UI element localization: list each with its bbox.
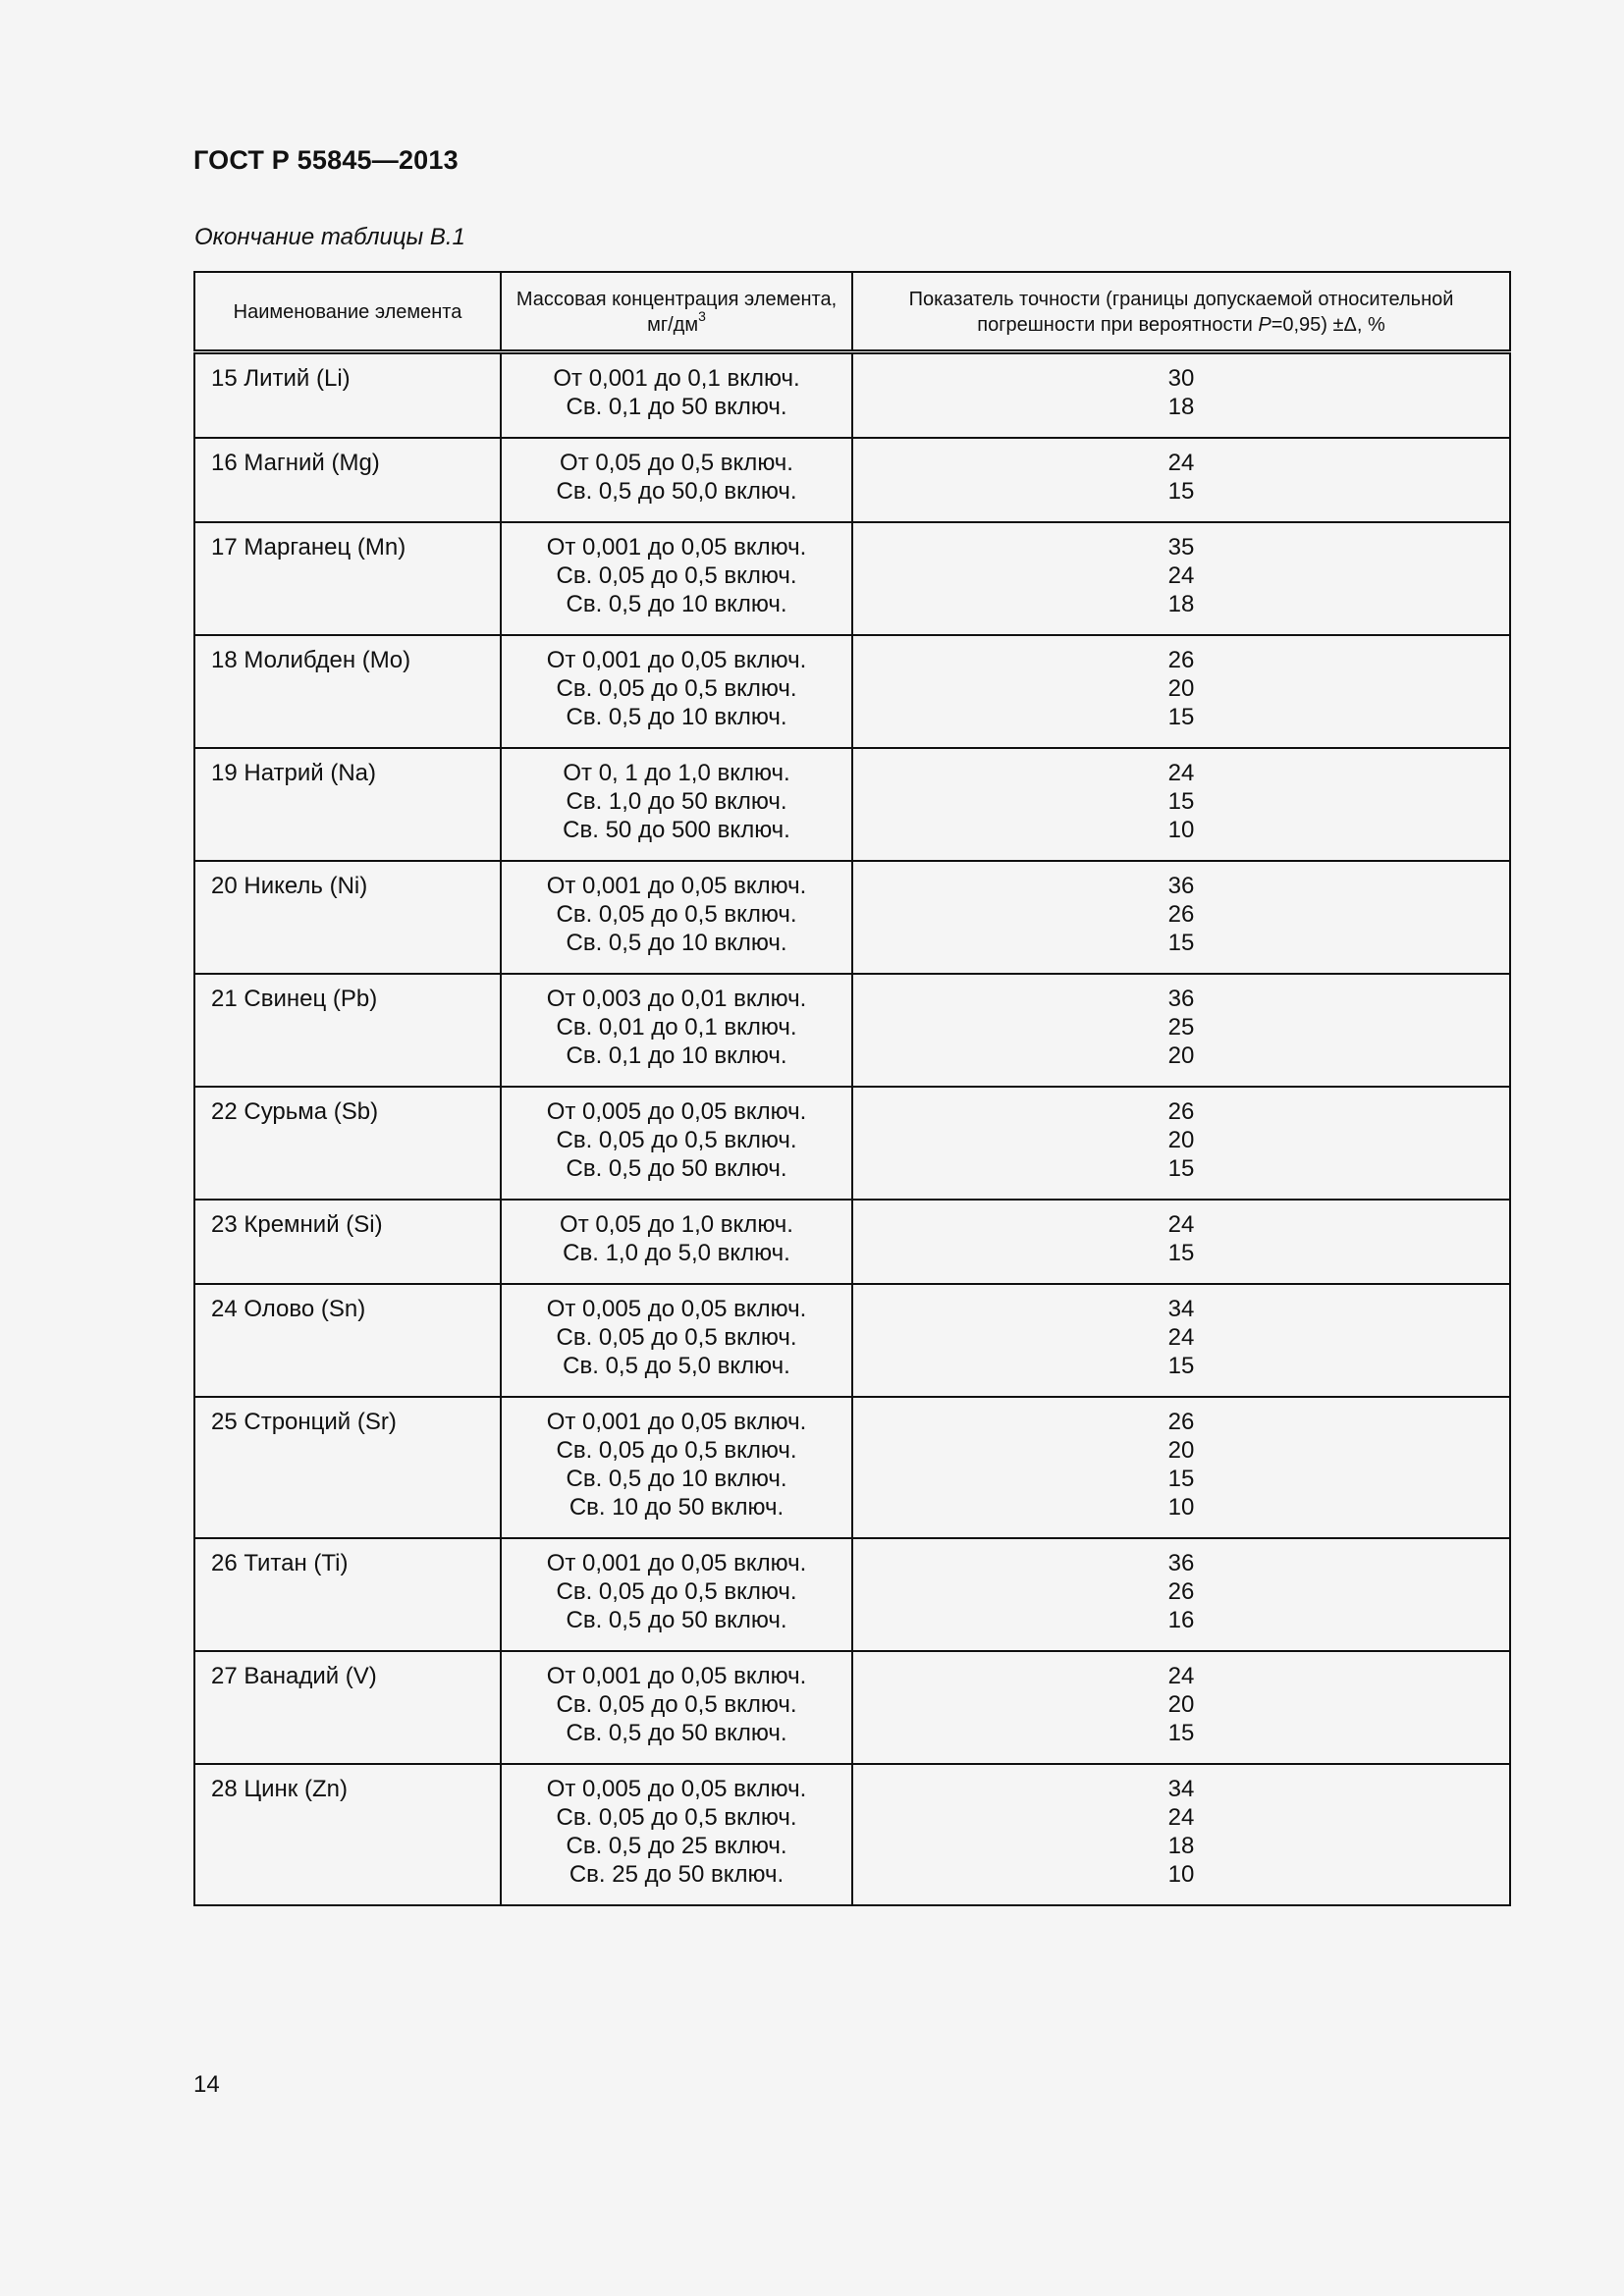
- accuracy-value: 36: [1167, 873, 1195, 899]
- unit-superscript: 3: [698, 308, 706, 325]
- concentration-cell: [501, 1651, 852, 1764]
- accuracy-value: 26: [1167, 901, 1195, 928]
- accuracy-value: 15: [1167, 1240, 1195, 1266]
- concentration-range: Св. 0,05 до 0,5 включ.: [556, 1324, 797, 1351]
- accuracy-value: 15: [1167, 1466, 1195, 1492]
- table-row: [194, 1200, 1510, 1284]
- accuracy-value: 36: [1167, 1550, 1195, 1576]
- concentration-range: От 0,05 до 1,0 включ.: [560, 1211, 793, 1238]
- accuracy-value: 20: [1167, 1437, 1195, 1464]
- accuracy-value: 25: [1167, 1014, 1195, 1041]
- element-name-cell: 17 Марганец (Mn): [194, 522, 501, 635]
- page-number: 14: [193, 2071, 220, 2098]
- concentration-range: От 0,001 до 0,05 включ.: [546, 534, 807, 561]
- accuracy-value: 36: [1167, 986, 1195, 1012]
- table-row: [194, 861, 1510, 974]
- column-header-element: [194, 272, 501, 352]
- column-header-accuracy-line1: Показатель точности (границы допускаемой относительной: [908, 289, 1454, 310]
- concentration-range: Св. 0,05 до 0,5 включ.: [556, 675, 797, 702]
- table-row: [194, 1284, 1510, 1397]
- element-name-cell: 18 Молибден (Mo): [194, 635, 501, 748]
- document-header: ГОСТ Р 55845—2013: [193, 145, 459, 175]
- accuracy-value: 35: [1167, 534, 1195, 561]
- accuracy-cell: [852, 635, 1510, 748]
- accuracy-value: 15: [1167, 704, 1195, 730]
- element-name-cell: 23 Кремний (Si): [194, 1200, 501, 1284]
- accuracy-value: 34: [1167, 1776, 1195, 1802]
- element-name-cell: 21 Свинец (Pb): [194, 974, 501, 1087]
- concentration-cell: [501, 1397, 852, 1538]
- accuracy-value: 20: [1167, 675, 1195, 702]
- element-name-cell: 27 Ванадий (V): [194, 1651, 501, 1764]
- accuracy-value: 15: [1167, 1353, 1195, 1379]
- concentration-range: От 0,001 до 0,05 включ.: [546, 873, 807, 899]
- concentration-range: Св. 0,5 до 5,0 включ.: [563, 1353, 790, 1379]
- accuracy-value: 15: [1167, 930, 1195, 956]
- accuracy-value: 26: [1167, 647, 1195, 673]
- accuracy-cell: [852, 1764, 1510, 1905]
- accuracy-cell: [852, 1087, 1510, 1200]
- accuracy-value: 20: [1167, 1127, 1195, 1153]
- accuracy-value: 20: [1167, 1042, 1195, 1069]
- concentration-range: Св. 0,05 до 0,5 включ.: [556, 901, 797, 928]
- table-row: [194, 438, 1510, 522]
- concentration-cell: [501, 522, 852, 635]
- accuracy-cell: [852, 861, 1510, 974]
- element-name-cell: 28 Цинк (Zn): [194, 1764, 501, 1905]
- accuracy-cell: [852, 352, 1510, 439]
- element-name-cell: 20 Никель (Ni): [194, 861, 501, 974]
- table-header-row: [194, 272, 1510, 352]
- concentration-range: Св. 0,5 до 10 включ.: [566, 930, 787, 956]
- concentration-range: Св. 0,5 до 50 включ.: [566, 1720, 787, 1746]
- concentration-range: От 0,001 до 0,05 включ.: [546, 1550, 807, 1576]
- element-name-cell: 15 Литий (Li): [194, 352, 501, 439]
- accuracy-value: 26: [1167, 1578, 1195, 1605]
- concentration-range: Св. 0,05 до 0,5 включ.: [556, 562, 797, 589]
- concentration-range: Св. 0,1 до 50 включ.: [566, 394, 787, 420]
- concentration-range: От 0,001 до 0,05 включ.: [546, 1409, 807, 1435]
- accuracy-value: 30: [1167, 365, 1195, 392]
- concentration-range: Св. 0,05 до 0,5 включ.: [556, 1437, 797, 1464]
- concentration-range: Св. 1,0 до 5,0 включ.: [563, 1240, 790, 1266]
- element-name-cell: 24 Олово (Sn): [194, 1284, 501, 1397]
- table-row: [194, 1538, 1510, 1651]
- concentration-cell: [501, 1284, 852, 1397]
- accuracy-line2-suffix: =0,95) ±Δ, %: [1271, 314, 1385, 336]
- concentration-cell: [501, 635, 852, 748]
- concentration-range: От 0,005 до 0,05 включ.: [546, 1296, 807, 1322]
- table-row: [194, 522, 1510, 635]
- column-header-accuracy-line2: [863, 312, 1499, 338]
- concentration-range: Св. 0,01 до 0,1 включ.: [556, 1014, 797, 1041]
- accuracy-value: 15: [1167, 478, 1195, 505]
- concentration-range: Св. 0,1 до 10 включ.: [566, 1042, 787, 1069]
- concentration-cell: [501, 1764, 852, 1905]
- table-body: [194, 352, 1510, 1906]
- concentration-range: От 0, 1 до 1,0 включ.: [563, 760, 790, 786]
- accuracy-cell: [852, 1397, 1510, 1538]
- element-name-cell: 25 Стронций (Sr): [194, 1397, 501, 1538]
- accuracy-value: 10: [1167, 1494, 1195, 1521]
- accuracy-value: 24: [1167, 1211, 1195, 1238]
- accuracy-value: 18: [1167, 591, 1195, 617]
- table-row: [194, 1764, 1510, 1905]
- element-accuracy-table: [193, 271, 1511, 1906]
- concentration-cell: [501, 974, 852, 1087]
- table-row: [194, 1651, 1510, 1764]
- concentration-range: Св. 0,5 до 25 включ.: [566, 1833, 787, 1859]
- concentration-range: Св. 0,5 до 10 включ.: [566, 1466, 787, 1492]
- table-row: [194, 1397, 1510, 1538]
- accuracy-cell: [852, 1538, 1510, 1651]
- element-name-cell: 26 Титан (Ti): [194, 1538, 501, 1651]
- concentration-range: Св. 0,05 до 0,5 включ.: [556, 1127, 797, 1153]
- accuracy-cell: [852, 1200, 1510, 1284]
- accuracy-line2-prefix: погрешности при вероятности: [977, 314, 1259, 336]
- concentration-range: Св. 0,05 до 0,5 включ.: [556, 1691, 797, 1718]
- concentration-range: Св. 0,5 до 50 включ.: [566, 1155, 787, 1182]
- accuracy-value: 16: [1167, 1607, 1195, 1633]
- table-row: [194, 352, 1510, 439]
- accuracy-value: 10: [1167, 817, 1195, 843]
- concentration-range: От 0,003 до 0,01 включ.: [546, 986, 807, 1012]
- concentration-range: От 0,005 до 0,05 включ.: [546, 1776, 807, 1802]
- accuracy-value: 15: [1167, 1155, 1195, 1182]
- accuracy-value: 24: [1167, 562, 1195, 589]
- concentration-range: Св. 1,0 до 50 включ.: [566, 788, 787, 815]
- accuracy-value: 24: [1167, 760, 1195, 786]
- accuracy-value: 26: [1167, 1098, 1195, 1125]
- concentration-range: Св. 50 до 500 включ.: [563, 817, 790, 843]
- concentration-range: Св. 0,5 до 50,0 включ.: [556, 478, 797, 505]
- concentration-range: Св. 25 до 50 включ.: [568, 1861, 785, 1888]
- accuracy-value: 24: [1167, 1663, 1195, 1689]
- concentration-cell: [501, 438, 852, 522]
- probability-symbol: P: [1258, 314, 1272, 336]
- accuracy-value: 24: [1167, 1804, 1195, 1831]
- concentration-cell: [501, 1087, 852, 1200]
- concentration-cell: [501, 748, 852, 861]
- accuracy-cell: [852, 1284, 1510, 1397]
- concentration-range: От 0,05 до 0,5 включ.: [560, 450, 793, 476]
- accuracy-cell: [852, 1651, 1510, 1764]
- concentration-range: От 0,001 до 0,05 включ.: [546, 647, 807, 673]
- accuracy-value: 10: [1167, 1861, 1195, 1888]
- accuracy-value: 24: [1167, 450, 1195, 476]
- concentration-cell: [501, 861, 852, 974]
- table-header: [194, 272, 1510, 352]
- table-row: [194, 635, 1510, 748]
- element-name-cell: 16 Магний (Mg): [194, 438, 501, 522]
- concentration-range: Св. 0,5 до 10 включ.: [566, 591, 787, 617]
- concentration-range: От 0,001 до 0,1 включ.: [553, 365, 800, 392]
- accuracy-cell: [852, 974, 1510, 1087]
- element-name-cell: 19 Натрий (Na): [194, 748, 501, 861]
- concentration-cell: [501, 1200, 852, 1284]
- concentration-range: Св. 10 до 50 включ.: [568, 1494, 785, 1521]
- concentration-range: Св. 0,5 до 50 включ.: [566, 1607, 787, 1633]
- table-caption: Окончание таблицы В.1: [194, 224, 465, 250]
- concentration-range: От 0,001 до 0,05 включ.: [546, 1663, 807, 1689]
- accuracy-value: 15: [1167, 788, 1195, 815]
- accuracy-cell: [852, 522, 1510, 635]
- table-row: [194, 974, 1510, 1087]
- concentration-cell: [501, 1538, 852, 1651]
- concentration-range: Св. 0,05 до 0,5 включ.: [556, 1804, 797, 1831]
- accuracy-cell: [852, 748, 1510, 861]
- column-header-concentration: [501, 272, 852, 352]
- accuracy-value: 18: [1167, 1833, 1195, 1859]
- column-header-element-label: Наименование элемента: [233, 301, 462, 323]
- accuracy-value: 20: [1167, 1691, 1195, 1718]
- accuracy-value: 24: [1167, 1324, 1195, 1351]
- concentration-range: От 0,005 до 0,05 включ.: [546, 1098, 807, 1125]
- accuracy-value: 18: [1167, 394, 1195, 420]
- table-row: [194, 748, 1510, 861]
- concentration-range: Св. 0,5 до 10 включ.: [566, 704, 787, 730]
- concentration-cell: [501, 352, 852, 439]
- accuracy-value: 34: [1167, 1296, 1195, 1322]
- element-name-cell: 22 Сурьма (Sb): [194, 1087, 501, 1200]
- accuracy-value: 26: [1167, 1409, 1195, 1435]
- accuracy-value: 15: [1167, 1720, 1195, 1746]
- column-header-accuracy: [852, 272, 1510, 352]
- column-header-concentration-label: Массовая концентрация элемента, мг/дм: [515, 289, 838, 336]
- accuracy-cell: [852, 438, 1510, 522]
- table-row: [194, 1087, 1510, 1200]
- concentration-range: Св. 0,05 до 0,5 включ.: [556, 1578, 797, 1605]
